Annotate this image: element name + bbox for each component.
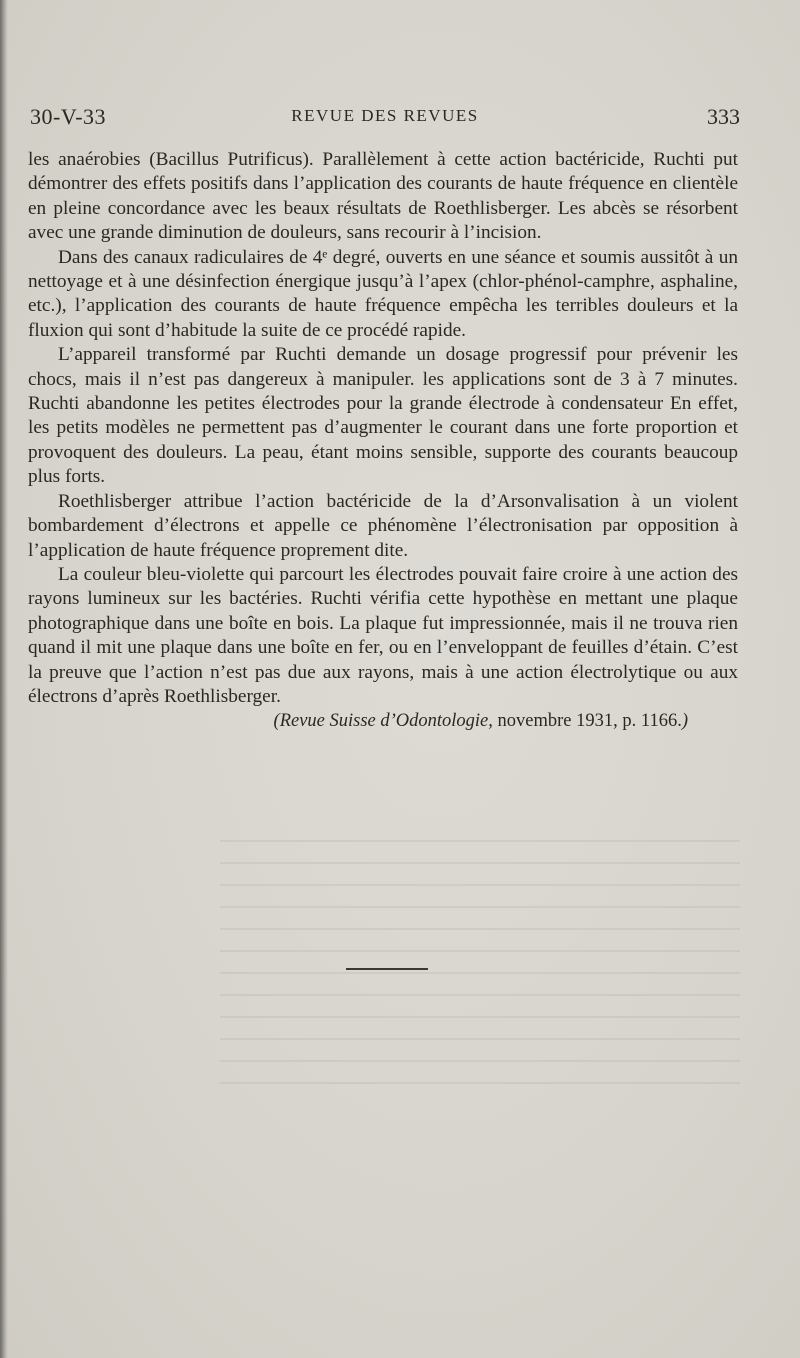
binding-shadow [0,0,8,1358]
paragraph-2: Dans des canaux radiculaires de 4ᵉ degré, ouverts en une séance et soumis aussitôt à un nettoyage et à une désinfection énergique jusqu’à l’apex (chlor-phénol-camphre, asphaline, etc.), l’application des courants de haute fréquence empêcha les terribles douleurs et la fluxion qui sont d’habitude la suite de ce procédé rapide. [28,246,738,341]
section-divider [346,968,428,970]
header-title: REVUE DES REVUES [291,106,479,125]
page-number: 333 [707,104,740,129]
citation-details: novembre 1931, p. 1166. [492,711,682,732]
header-date: 30-V-33 [30,104,107,129]
source-citation [28,709,738,733]
running-header [30,104,740,134]
citation-open: ( [273,711,280,732]
show-through-bleed [220,840,740,1090]
article-body [28,148,738,734]
paragraph-5: La couleur bleu-violette qui parcourt les électrodes pouvait faire croire à une action des rayons lumineux sur les bactéries. Ruchti vérifia cette hypothèse en mettant une plaque photographique dans une boîte en bois. La plaque fut impressionnée, mais il ne trouva rien quand il mit une plaque dans une boîte en fer, ou en l’enveloppant de feuilles d’étain. C’est la preuve que l’action n’est pas due aux rayons, mais à une action électrolytique ou aux électrons d’après Roethlisberger. [28,563,738,707]
paragraph-1: les anaérobies (Bacillus Putrificus). Parallèlement à cette action bactéricide, Ruchti put démontrer des effets positifs dans l’application des courants de haute fréquence en clientèle en pleine concordance avec les beaux résultats de Roethlisberger. Les abcès se résorbent avec une grande diminution de douleurs, sans recourir à l’incision. [28,149,738,244]
paragraph-3: L’appareil transformé par Ruchti demande un dosage progressif pour prévenir les chocs, mais il n’est pas dangereux à manipuler. les applications sont de 3 à 7 minutes. Ruchti abandonne les petites électrodes pour la grande électrode à condensateur En effet, les petits modèles ne permettent pas d’augmenter le courant dans une forte proportion et provoquent des douleurs. La peau, étant moins sensible, supporte des courants beaucoup plus forts. [28,344,738,488]
citation-source: Revue Suisse d’Odontologie, [279,711,493,732]
paragraph-4: Roethlisberger attribue l’action bactéricide de la d’Arsonvalisation à un violent bombardement d’électrons et appelle ce phénomène l’électronisation par opposition à l’application de haute fréquence proprement dite. [28,490,738,561]
citation-close: ) [681,711,688,732]
